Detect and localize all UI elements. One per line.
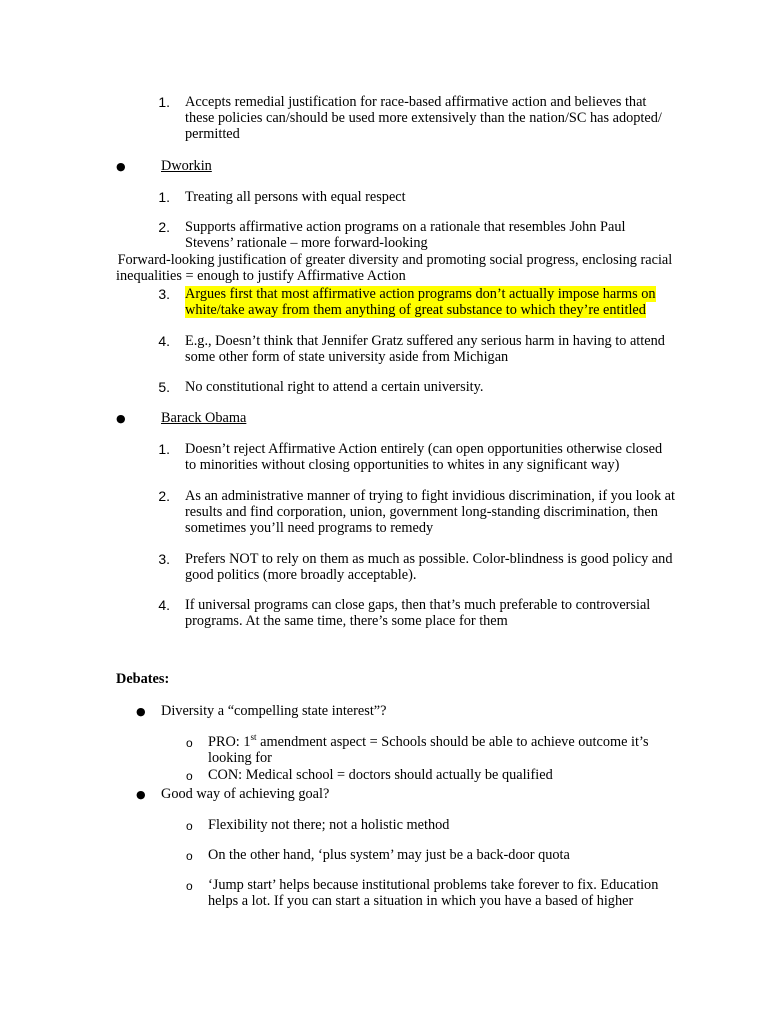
hollow-circle-icon: o — [186, 849, 193, 863]
section-heading: Barack Obama — [161, 410, 247, 426]
list-text-line: As an administrative manner of trying to fight invidious discrimination, if you look at — [185, 488, 675, 504]
section-heading: Dworkin — [161, 158, 212, 174]
hollow-circle-icon: o — [186, 769, 193, 783]
list-number: 1. — [158, 441, 170, 457]
sub-bullet-text-line: ‘Jump start’ helps because institutional problems take forever to fix. Education — [208, 877, 659, 893]
list-text-line: Accepts remedial justification for race-based affirmative action and believes that — [185, 94, 647, 110]
hollow-circle-icon: o — [186, 736, 193, 750]
bullet-icon: ● — [136, 788, 146, 801]
list-text-line: sometimes you’ll need programs to remedy — [185, 520, 434, 536]
highlighted-text-line: Argues first that most affirmative action programs don’t actually impose harms on — [185, 286, 656, 302]
list-number: 1. — [158, 94, 170, 110]
section-heading: Debates: — [116, 671, 170, 687]
list-text-line: programs. At the same time, there’s some place for them — [185, 613, 508, 629]
list-number: 4. — [158, 333, 170, 349]
sub-bullet-text-line: On the other hand, ‘plus system’ may just be a back-door quota — [208, 847, 570, 863]
list-number: 1. — [158, 189, 170, 205]
list-text-line: these policies can/should be used more extensively than the nation/SC has adopted/ — [185, 110, 662, 126]
list-number: 4. — [158, 597, 170, 613]
list-text-line: Treating all persons with equal respect — [185, 189, 406, 205]
list-text-line: Doesn’t reject Affirmative Action entirely (can open opportunities otherwise closed — [185, 441, 663, 457]
list-number: 3. — [158, 286, 170, 302]
note-line: inequalities = enough to justify Affirmative Action — [116, 268, 406, 284]
list-number: 2. — [158, 219, 170, 235]
sub-bullet-text-line: looking for — [208, 750, 272, 766]
list-text-line: some other form of state university aside from Michigan — [185, 349, 509, 365]
list-text-line: No constitutional right to attend a certain university. — [185, 379, 484, 395]
sub-bullet-text-line: helps a lot. If you can start a situation in which you have a based of higher — [208, 893, 634, 909]
hollow-circle-icon: o — [186, 819, 193, 833]
list-number: 2. — [158, 488, 170, 504]
list-text-line: E.g., Doesn’t think that Jennifer Gratz suffered any serious harm in having to attend — [185, 333, 665, 349]
hollow-circle-icon: o — [186, 879, 193, 893]
sub-bullet-text-line: Flexibility not there; not a holistic method — [208, 817, 450, 833]
list-number: 5. — [158, 379, 170, 395]
list-text-line: Supports affirmative action programs on a rationale that resembles John Paul — [185, 219, 626, 235]
note-line: Forward-looking justification of greater diversity and promoting social progress, enclosing racial — [114, 252, 673, 268]
bullet-icon: ● — [116, 160, 126, 173]
bullet-text: Good way of achieving goal? — [161, 786, 330, 802]
list-text-line: to minorities without closing opportunities to whites in any significant way) — [185, 457, 620, 473]
bullet-text: Diversity a “compelling state interest”? — [161, 703, 387, 719]
sub-bullet-text-line: PRO: 1st amendment aspect = Schools should be able to achieve outcome it’s — [208, 732, 649, 750]
list-text-line: results and find corporation, union, government long-standing discrimination, then — [185, 504, 658, 520]
bullet-icon: ● — [116, 412, 126, 425]
list-text-line: permitted — [185, 126, 240, 142]
highlighted-text-line: white/take away from them anything of great substance to which they’re entitled — [185, 302, 646, 318]
list-number: 3. — [158, 551, 170, 567]
list-text-line: Stevens’ rationale – more forward-looking — [185, 235, 428, 251]
bullet-icon: ● — [136, 705, 146, 718]
sub-bullet-text-line: CON: Medical school = doctors should actually be qualified — [208, 767, 553, 783]
list-text-line: If universal programs can close gaps, then that’s much preferable to controversial — [185, 597, 651, 613]
list-text-line: Prefers NOT to rely on them as much as possible. Color-blindness is good policy and — [185, 551, 673, 567]
list-text-line: good politics (more broadly acceptable). — [185, 567, 417, 583]
